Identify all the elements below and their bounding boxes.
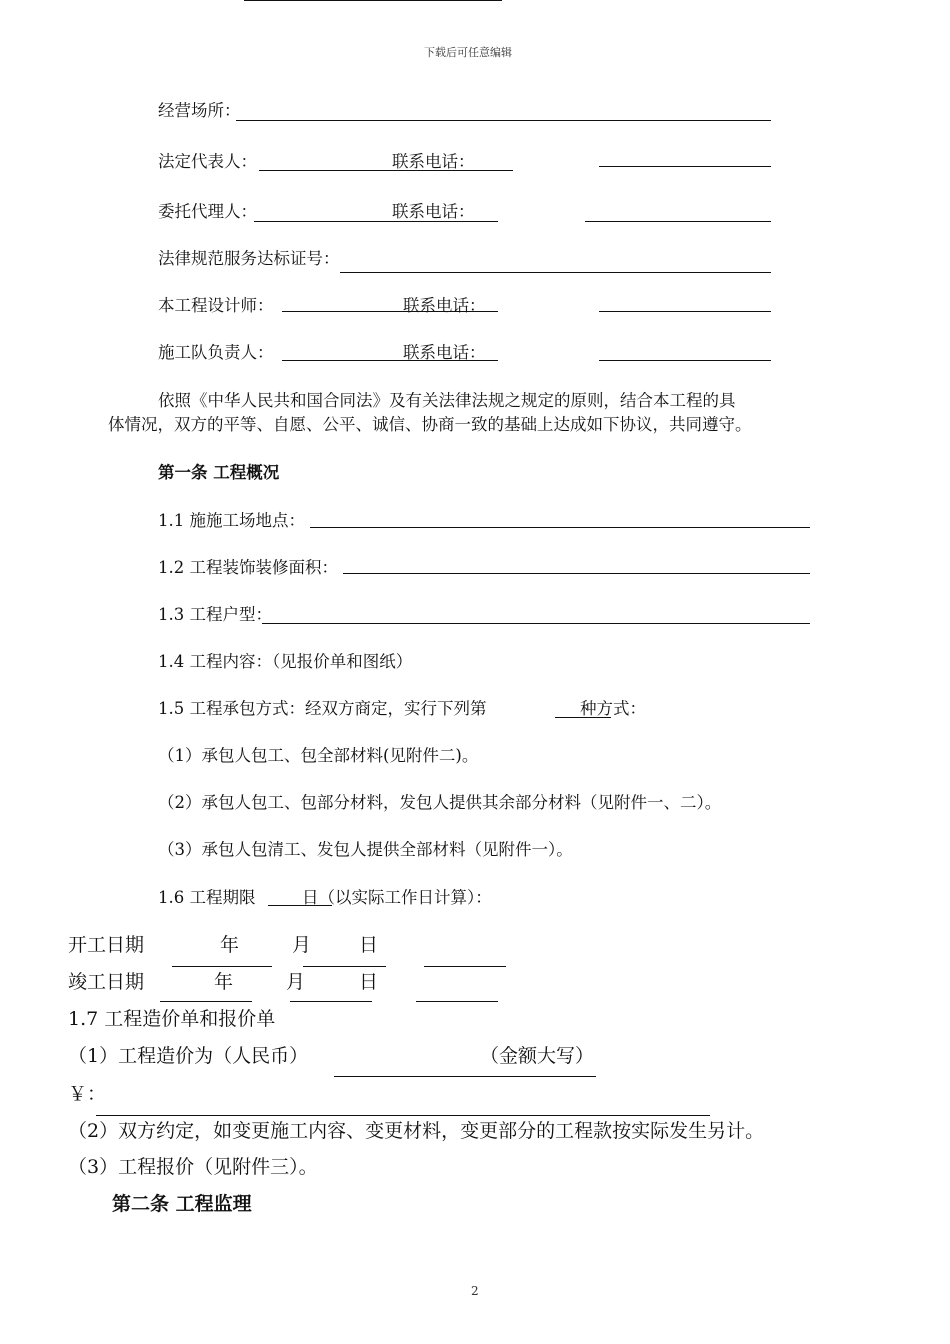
item-1-3-field[interactable]: [262, 623, 810, 624]
price-caps-field[interactable]: [334, 1076, 596, 1077]
intro-line-2: 体情况，双方的平等、自愿、公平、诚信、协商一致的基础上达成如下协议，共同遵守。: [108, 415, 752, 434]
team-leader-phone-field[interactable]: [599, 360, 771, 361]
start-month-unit: 月: [292, 934, 312, 956]
legal-rep-field[interactable]: [259, 170, 513, 171]
cert-no-label: 法律规范服务达标证号：: [158, 249, 340, 268]
end-date-label: 竣工日期: [68, 971, 145, 993]
header-note: 下载后可任意编辑: [424, 46, 512, 59]
end-month-field[interactable]: [290, 1001, 372, 1002]
legal-rep-phone-field[interactable]: [599, 166, 771, 167]
start-day-unit: 日: [359, 934, 379, 956]
legal-rep-label: 法定代表人：: [158, 152, 257, 171]
item-1-1-field[interactable]: [310, 527, 810, 528]
quote-note: （3）工程报价（见附件三）。: [68, 1156, 318, 1178]
cert-no-field[interactable]: [340, 272, 771, 273]
end-year-field[interactable]: [160, 1001, 252, 1002]
start-year-unit: 年: [220, 934, 240, 956]
start-date-label: 开工日期: [68, 934, 145, 956]
item-1-2-field[interactable]: [343, 573, 810, 574]
item-1-7-title: 1.7 工程造价单和报价单: [68, 1008, 276, 1030]
option-3: （3）承包人包清工、发包人提供全部材料（见附件一）。: [158, 840, 573, 859]
team-leader-phone-label: 联系电话：: [403, 343, 486, 362]
item-1-6-suffix: 日（以实际工作日计算）：: [302, 888, 492, 907]
designer-label: 本工程设计师：: [158, 296, 274, 315]
designer-phone-label: 联系电话：: [403, 296, 486, 315]
team-leader-label: 施工队负责人：: [158, 343, 274, 362]
legal-rep-phone-label: 联系电话：: [392, 152, 475, 171]
item-1-5-label: 1.5 工程承包方式：经双方商定，实行下列第: [158, 699, 487, 718]
business-place-field[interactable]: [236, 120, 771, 121]
item-1-4: 1.4 工程内容：（见报价单和图纸）: [158, 652, 413, 671]
price-change-note: （2）双方约定，如变更施工内容、变更材料，变更部分的工程款按实际发生另计。: [68, 1120, 765, 1142]
option-1: （1）承包人包工、包全部材料(见附件二)。: [158, 746, 479, 765]
item-1-6-label: 1.6 工程期限: [158, 888, 256, 907]
yen-label: ￥：: [68, 1083, 107, 1105]
yen-amount-field[interactable]: [96, 1115, 710, 1116]
business-place-label: 经营场所：: [158, 101, 241, 120]
article1-title: 第一条 工程概况: [158, 463, 280, 482]
agent-phone-field[interactable]: [585, 221, 771, 222]
item-1-5-suffix: 种方式：: [580, 699, 646, 718]
item-1-1-label: 1.1 施施工场地点：: [158, 511, 305, 530]
article2-title: 第二条 工程监理: [112, 1193, 252, 1215]
option-2: （2）承包人包工、包部分材料，发包人提供其余部分材料（见附件一、二）。: [158, 793, 722, 812]
end-day-field[interactable]: [416, 1001, 498, 1002]
top-rule: [244, 0, 502, 1]
item-1-3-label: 1.3 工程户型：: [158, 605, 272, 624]
item-1-2-label: 1.2 工程装饰装修面积：: [158, 558, 338, 577]
price-caps-label: （金额大写）: [480, 1045, 595, 1067]
end-day-unit: 日: [359, 971, 379, 993]
agent-phone-label: 联系电话：: [392, 202, 475, 221]
page-number: 2: [471, 1284, 479, 1298]
designer-phone-field[interactable]: [599, 311, 771, 312]
start-year-field[interactable]: [172, 966, 272, 967]
agent-label: 委托代理人：: [158, 202, 257, 221]
start-day-field[interactable]: [424, 966, 506, 967]
end-year-unit: 年: [214, 971, 234, 993]
price-label: （1）工程造价为（人民币）: [68, 1045, 309, 1067]
end-month-unit: 月: [286, 971, 306, 993]
start-month-field[interactable]: [303, 966, 386, 967]
intro-line-1: 依照《中华人民共和国合同法》及有关法律法规之规定的原则，结合本工程的具: [158, 391, 736, 410]
